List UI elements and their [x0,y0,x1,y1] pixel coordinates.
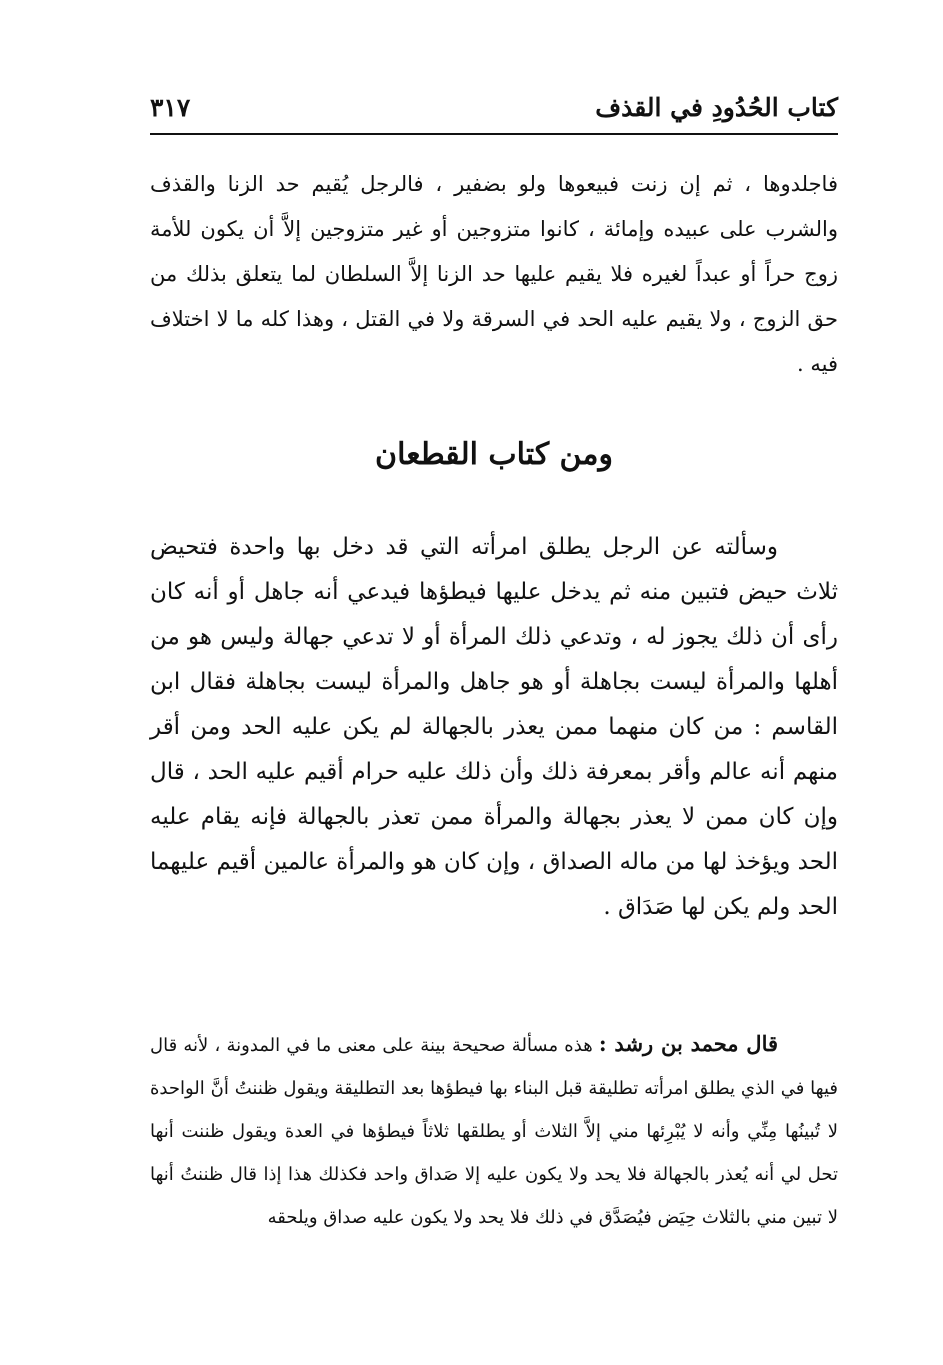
paragraph-1: فاجلدوها ، ثم إن زنت فبيعوها ولو بضفير ، فالرجل يُقيم حد الزنا والقذف والشرب على عبيده وإمائة ، كانوا متزوجين أو غير متزوجين إلاَّ أن يكون للأمة زوج حراً أو عبداً لغيره فلا يقيم عليها حد الزنا إلاَّ السلطان لما يتعلق بذلك من حق الزوج ، ولا يقيم عليه الحد في السرقة ولا في القتل ، وهذا كله ما لا اختلاف فيه . [150,172,838,376]
paragraph-2-text: وسألته عن الرجل يطلق امرأته التي قد دخل بها واحدة فتحيض ثلاث حيض فتبين منه ثم يدخل عليها فيطؤها فيدعي أنه جاهل أو أنه كان رأى أن ذلك يجوز له ، وتدعي ذلك المرأة أو لا تدعي جهالة وليس هو من أهلها والمرأة ليست بجاهلة أو هو جاهل والمرأة ليست بجاهلة فقال ابن القاسم : من كان منهما ممن يعذر بالجهالة لم يكن عليه الحد ومن أقر منهم أنه عالم وأقر بمعرفة ذلك وأن ذلك عليه حرام أقيم عليه الحد ، قال وإن كان ممن لا يعذر بجهالة والمرأة ممن تعذر بالجهالة فإنه يقام عليه الحد ويؤخذ لها من ماله الصداق ، وإن كان هو والمرأة عالمين أقيم عليهما الحد ولم يكن لها صَدَاق . [150,534,838,920]
section-title: ومن كتاب القطعان [375,437,613,472]
page-header [150,88,838,128]
running-title: كتاب الحُدُودِ في القذف [595,93,838,122]
paragraph-3 [150,1022,838,1239]
paragraph-3-text: هذه مسألة صحيحة بينة على معنى ما في المدونة ، لأنه قال فيها في الذي يطلق امرأته تطليقة قبل البناء بها فيطؤها بعد التطليقة ويقول ظننتُ أنَّ الواحدة لا تُبينُها مِنِّي وأنه لا يُبْرِئها مني إلاَّ الثلاث أو يطلقها ثلاثاً فيطؤها في العدة ويقول ظننت أنها تحل لي أنه يُعذر بالجهالة فلا يحد ولا يكون عليه إلا صَداق واحد فكذلك هذا إذا قال ظننتُ أنها لا تبين مني بالثلاث حِيَض فيُصَدَّق في ذلك فلا يحد ولا يكون عليه صداق ويلحقه [150,1035,838,1228]
paragraph-3-lead: قال محمد بن رشد : [598,1031,779,1056]
paragraph-2 [150,525,838,930]
page-number: ٣١٧ [150,93,191,122]
header-rule [150,133,838,135]
